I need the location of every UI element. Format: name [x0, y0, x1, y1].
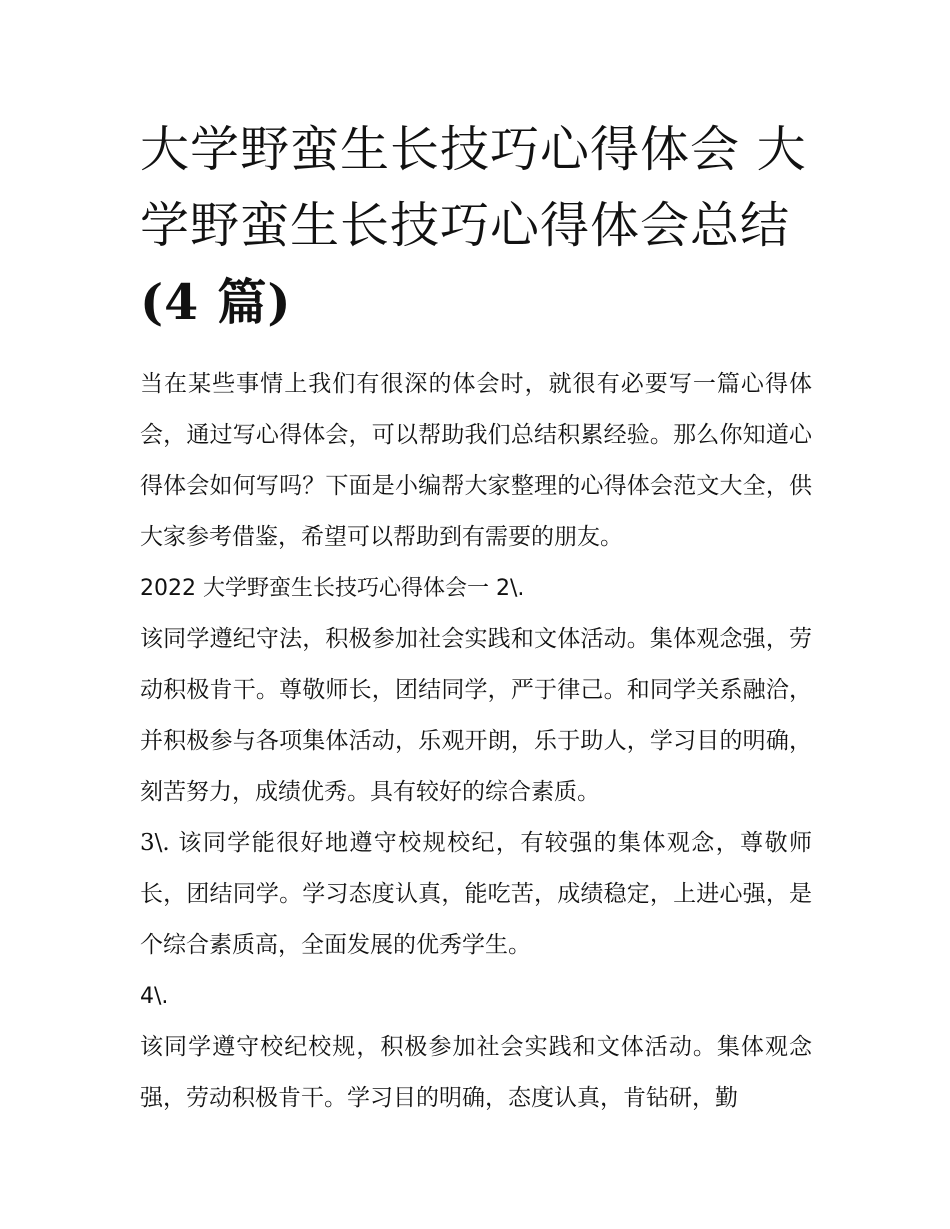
- intro-paragraph: 当在某些事情上我们有很深的体会时，就很有必要写一篇心得体会，通过写心得体会，可以帮助我们总结积累经验。那么你知道心得体会如何写吗？下面是小编帮大家整理的心得体会范文大全，供大家参考借鉴，希望可以帮助到有需要的朋友。: [140, 371, 812, 550]
- document-body: [140, 359, 812, 1124]
- body-paragraph: 3\. 该同学能很好地遵守校规校纪，有较强的集体观念，尊敬师长，团结同学。学习态度认真，能吃苦，成绩稳定，上进心强，是个综合素质高，全面发展的优秀学生。: [140, 830, 812, 958]
- document-page: [140, 112, 812, 1124]
- item-number: 4\.: [140, 984, 169, 1009]
- title-count: (4 篇): [140, 273, 292, 331]
- title-main: 大学野蛮生长技巧心得体会 大学野蛮生长技巧心得体会总结: [140, 121, 807, 254]
- section-heading: 2022 大学野蛮生长技巧心得体会一 2\.: [140, 576, 525, 601]
- body-paragraph: 该同学遵守校纪校规，积极参加社会实践和文体活动。集体观念强，劳动积极肯干。学习目的明确，态度认真，肯钻研，勤: [140, 1034, 812, 1111]
- document-title: [140, 112, 812, 341]
- body-paragraph: 该同学遵纪守法，积极参加社会实践和文体活动。集体观念强，劳动积极肯干。尊敬师长，团结同学，严于律己。和同学关系融洽，并积极参与各项集体活动，乐观开朗，乐于助人，学习目的明确，刻苦努力，成绩优秀。具有较好的综合素质。: [140, 626, 812, 805]
